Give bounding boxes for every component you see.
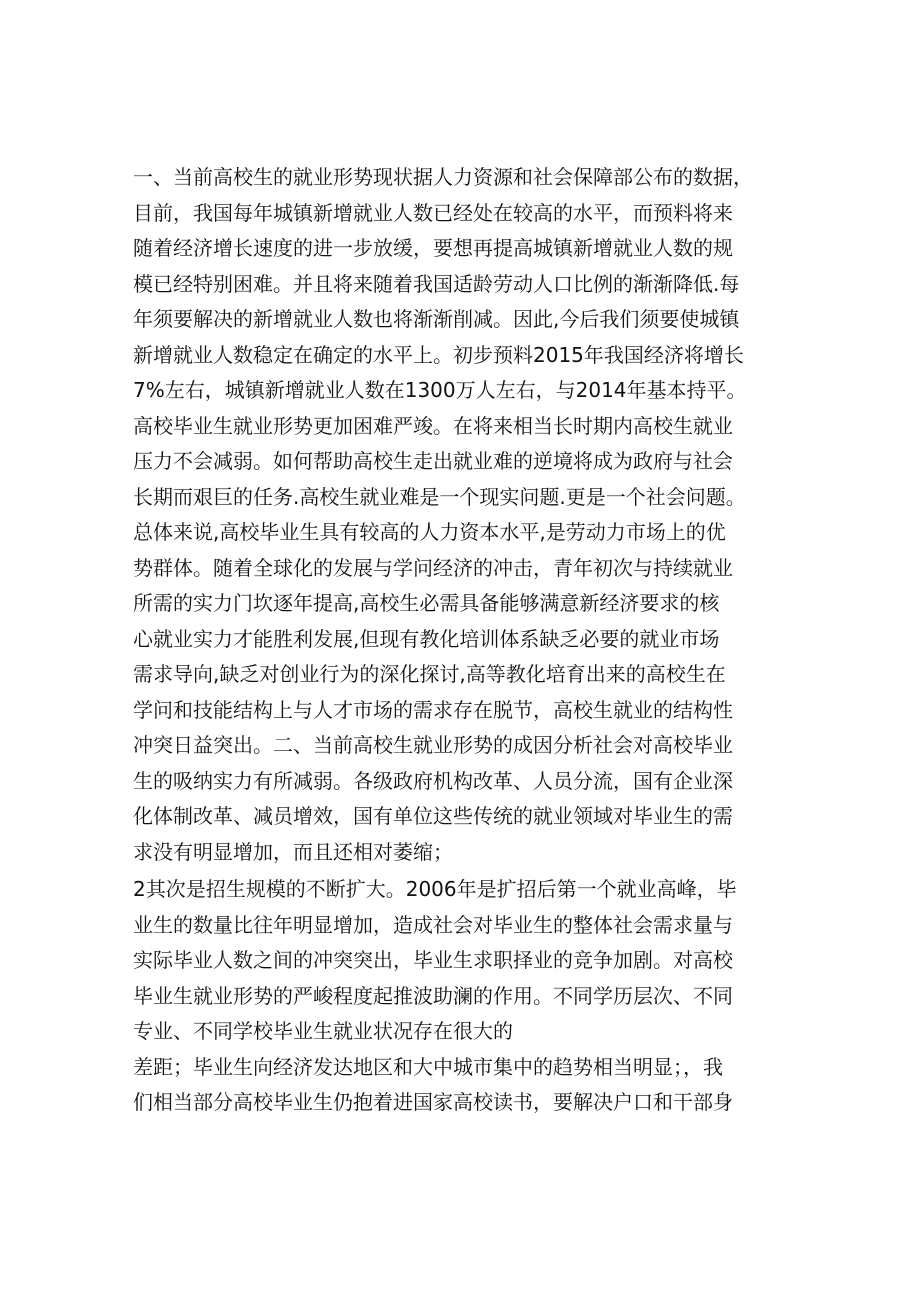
text-line: 一、当前高校生的就业形势现状据人力资源和社会保障部公布的数据， [133,165,753,189]
text-line: 高校毕业生就业形势更加困难严竣。在将来相当长时期内高校生就业 [133,413,733,438]
text-line: 毕业生就业形势的严峻程度起推波助澜的作用。不同学历层次、不同 [133,983,733,1008]
text-line: 模已经特别困难。并且将来随着我国适龄劳动人口比例的渐渐降低.每 [133,271,740,296]
paragraph-1 [133,160,793,870]
text-line: 目前，我国每年城镇新增就业人数已经处在较高的水平，而预料将来 [133,200,733,225]
text-line: 实际毕业人数之间的冲突突出，毕业生求职择业的竞争加剧。对高校 [133,948,733,972]
text-line: 2其次是招生规模的不断扩大。2006年是扩招后第一个就业高峰，毕 [133,877,737,901]
text-line: 冲突日益突出。二、当前高校生就业形势的成因分析社会对高校毕业 [133,733,733,757]
text-line: 年须要解决的新增就业人数也将渐渐削减。因此,今后我们须要使城镇 [133,307,740,331]
text-line: 需求导向,缺乏对创业行为的深化探讨,高等教化培育出来的高校生在 [133,662,726,686]
paragraph-2 [133,872,793,1121]
text-line: 学问和技能结构上与人才市场的需求存在脱节，高校生就业的结构性 [133,697,733,722]
text-line: 专业、不同学校毕业生就业状况存在很大的 [133,1019,513,1043]
text-line: 们相当部分高校毕业生仍抱着进国家高校读书，要解决户口和干部身 [133,1090,733,1114]
text-line: 所需的实力门坎逐年提高,高校生必需具备能够满意新经济要求的核 [133,591,720,615]
text-line: 新增就业人数稳定在确定的水平上。初步预料2015年我国经济将增长 [133,342,744,367]
text-line: 心就业实力才能胜利发展,但现有教化培训体系缺乏必要的就业市场 [133,626,720,651]
text-line: 随着经济增长速度的进一步放缓，要想再提高城镇新增就业人数的规 [133,236,733,260]
text-line: 业生的数量比往年明显增加，造成社会对毕业生的整体社会需求量与 [133,912,733,937]
text-line: 差距；毕业生向经济发达地区和大中城市集中的趋势相当明显；，我 [133,1054,723,1079]
text-line: 生的吸纳实力有所减弱。各级政府机构改革、人员分流，国有企业深 [133,768,733,793]
text-line: 求没有明显增加，而且还相对萎缩； [133,839,453,864]
text-line: 势群体。随着全球化的发展与学问经济的冲击，青年初次与持续就业 [133,555,733,580]
text-line: 7%左右，城镇新增就业人数在1300万人左右，与2014年基本持平。 [133,378,747,402]
text-line: 总体来说,高校毕业生具有较高的人力资本水平,是劳动力市场上的优 [133,520,726,544]
text-line: 化体制改革、减员增效，国有单位这些传统的就业领域对毕业生的需 [133,804,733,828]
text-line: 压力不会减弱。如何帮助高校生走出就业难的逆境将成为政府与社会 [133,449,733,473]
text-line: 长期而艰巨的任务.高校生就业难是一个现实问题.更是一个社会问题。 [133,484,746,509]
